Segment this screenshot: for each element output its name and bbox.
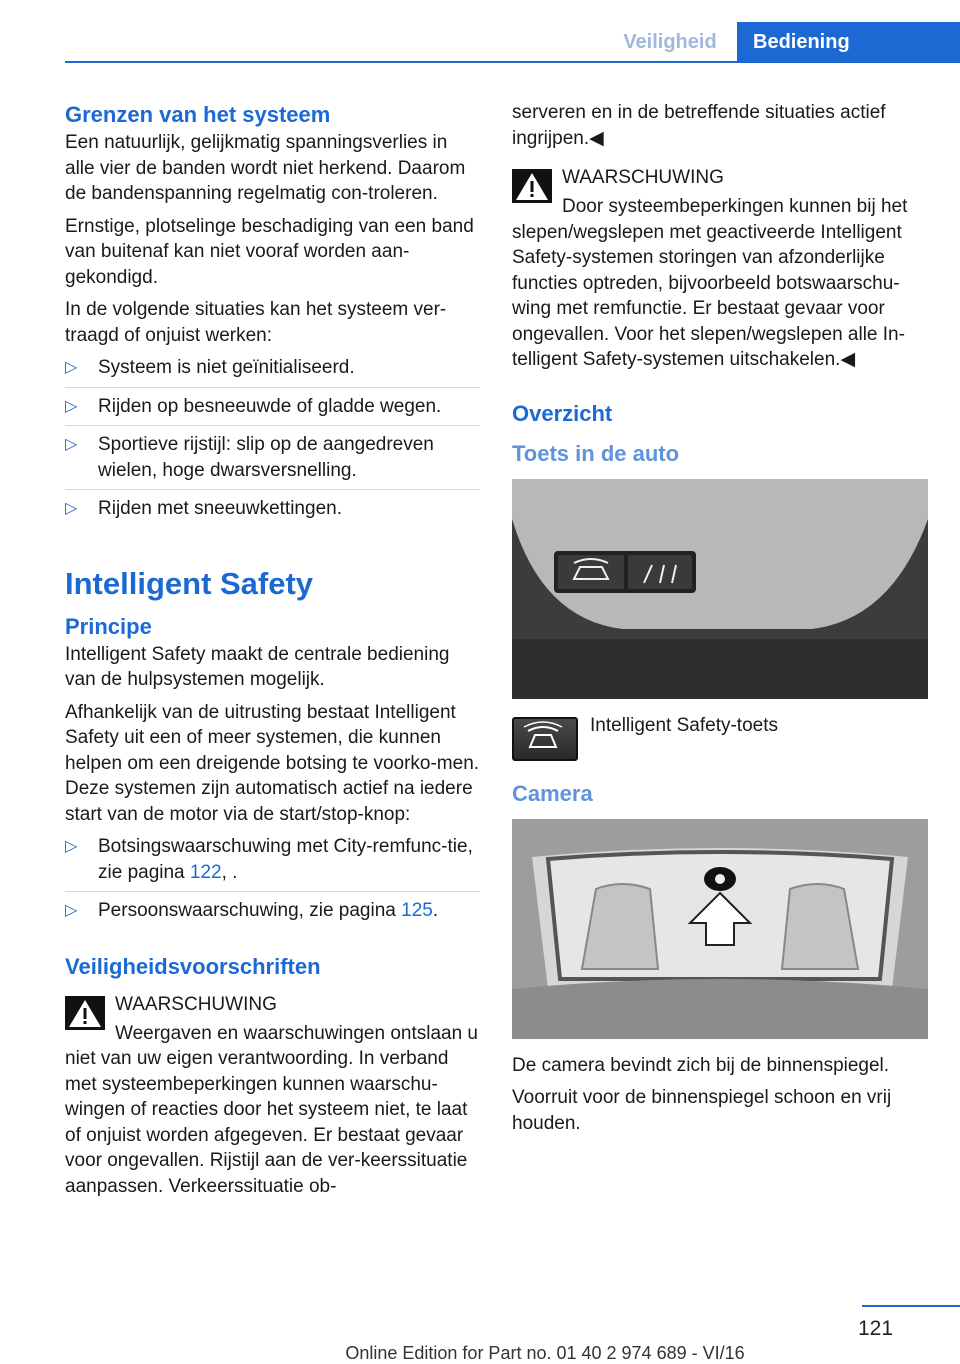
paragraph-principe-1: Intelligent Safety maakt de centrale bediening van de hulpsystemen mogelijk.: [65, 643, 450, 690]
list-item: ▷ Persoonswaarschuwing, zie pagina 125.: [65, 898, 480, 930]
paragraph-continued: serveren en in de betreffende situaties actief ingrijpen.◀: [512, 102, 886, 149]
triangle-bullet-icon: ▷: [65, 436, 78, 453]
photo-button-panel: [512, 479, 928, 699]
footer-edition: Online Edition for Part no. 01 40 2 974 689 - VI/16: [345, 1343, 745, 1363]
triangle-bullet-icon: ▷: [65, 902, 78, 919]
warning-triangle-icon: [65, 996, 105, 1030]
warning-title: WAARSCHUWING: [562, 167, 724, 188]
paragraph-camera-1: De camera bevindt zich bij de binnenspiegel.: [512, 1054, 890, 1076]
header-tab-bediening[interactable]: Bediening: [737, 22, 960, 62]
button-panel-image: [512, 479, 928, 699]
triangle-bullet-icon: ▷: [65, 500, 78, 517]
header-rule: [65, 61, 960, 63]
heading-veiligheidsvoorschriften: Veiligheidsvoorschriften: [65, 953, 321, 979]
paragraph-grenzen-2: Ernstige, plotselinge beschadiging van een band van buitenaf kan niet vooraf worden aan-gekondigd.: [65, 215, 474, 288]
heading-camera: Camera: [512, 780, 593, 806]
warning-triangle-icon: [512, 169, 552, 203]
heading-grenzen: Grenzen van het systeem: [65, 102, 331, 127]
paragraph-grenzen-1: Een natuurlijk, gelijkmatig spanningsverlies in alle vier de banden wordt niet herkend. Daarom de bandenspanning regelmatig con-troleren.: [65, 132, 466, 204]
list-item: ▷ Botsingswaarschuwing met City-remfunc-tie, zie pagina 122, .: [65, 834, 480, 892]
warning-title: WAARSCHUWING: [115, 993, 277, 1015]
list-grenzen: [65, 355, 480, 528]
triangle-bullet-icon: ▷: [65, 838, 78, 855]
warning-block: [65, 992, 480, 1200]
list-item: ▷ Rijden op besneeuwde of gladde wegen.: [65, 394, 480, 427]
triangle-bullet-icon: ▷: [65, 397, 78, 415]
header-tab-veiligheid[interactable]: Veiligheid: [623, 31, 717, 53]
intelligent-safety-button-icon: [512, 717, 578, 761]
camera-location-image: [512, 819, 928, 1039]
list-item: ▷ Systeem is niet geïnitialiseerd.: [65, 355, 480, 388]
photo-camera: [512, 819, 928, 1039]
button-legend: [512, 717, 930, 761]
list-item: ▷ Rijden met sneeuwkettingen.: [65, 496, 480, 528]
warning-block: [512, 165, 930, 373]
paragraph-camera-2: Voorruit voor de binnenspiegel schoon en vrij houden.: [512, 1087, 892, 1134]
heading-toets: Toets in de auto: [512, 440, 680, 466]
heading-intelligent-safety: Intelligent Safety: [65, 565, 314, 601]
page-link-122[interactable]: 122: [189, 861, 222, 883]
triangle-bullet-icon: ▷: [65, 359, 78, 376]
paragraph-grenzen-3: In de volgende situaties kan het systeem ver-traagd of onjuist werken:: [65, 299, 447, 346]
page-number: 121: [858, 1317, 894, 1340]
warning-text: Door systeembeperkingen kunnen bij het slepen/wegslepen met geactiveerde Intelligent Safety-systemen storingen van afzonderlijke functies optreden, bijvoorbeeld botswaarschu-wing met remfunctie. Er bestaat gevaar voor ongevallen. Voor het slepen/wegslepen alle In-telligent Safety-systemen uitschakelen.◀: [512, 196, 908, 370]
heading-principe: Principe: [65, 613, 152, 639]
left-column: [65, 100, 480, 1199]
list-systems: [65, 834, 480, 930]
right-column: [512, 100, 930, 1143]
warning-text: Weergaven en waarschuwingen ontslaan u niet van uw eigen verantwoording. In verband met systeembeperkingen kunnen waarschu-wingen of reacties door het systeem niet, te laat of onjuist worden afgegeven. Er bestaat gevaar voor ongevallen. Rijstijl aan de ver-keerssituatie aanpassen. Verkeerssituatie ob-: [65, 1022, 478, 1197]
list-item: ▷ Sportieve rijstijl: slip op de aangedreven wielen, hoge dwarsversnelling.: [65, 432, 480, 490]
footer-rule: [862, 1305, 960, 1307]
heading-overzicht: Overzicht: [512, 400, 613, 426]
button-label: Intelligent Safety-toets: [590, 715, 778, 736]
paragraph-principe-2: Afhankelijk van de uitrusting bestaat Intelligent Safety uit een of meer systemen, die kunnen helpen om een dreigende botsing te voorko-men. Deze systemen zijn automatisch actief na iedere start van de motor via de start/stop-knop:: [65, 701, 480, 825]
page-link-125[interactable]: 125: [401, 900, 433, 921]
